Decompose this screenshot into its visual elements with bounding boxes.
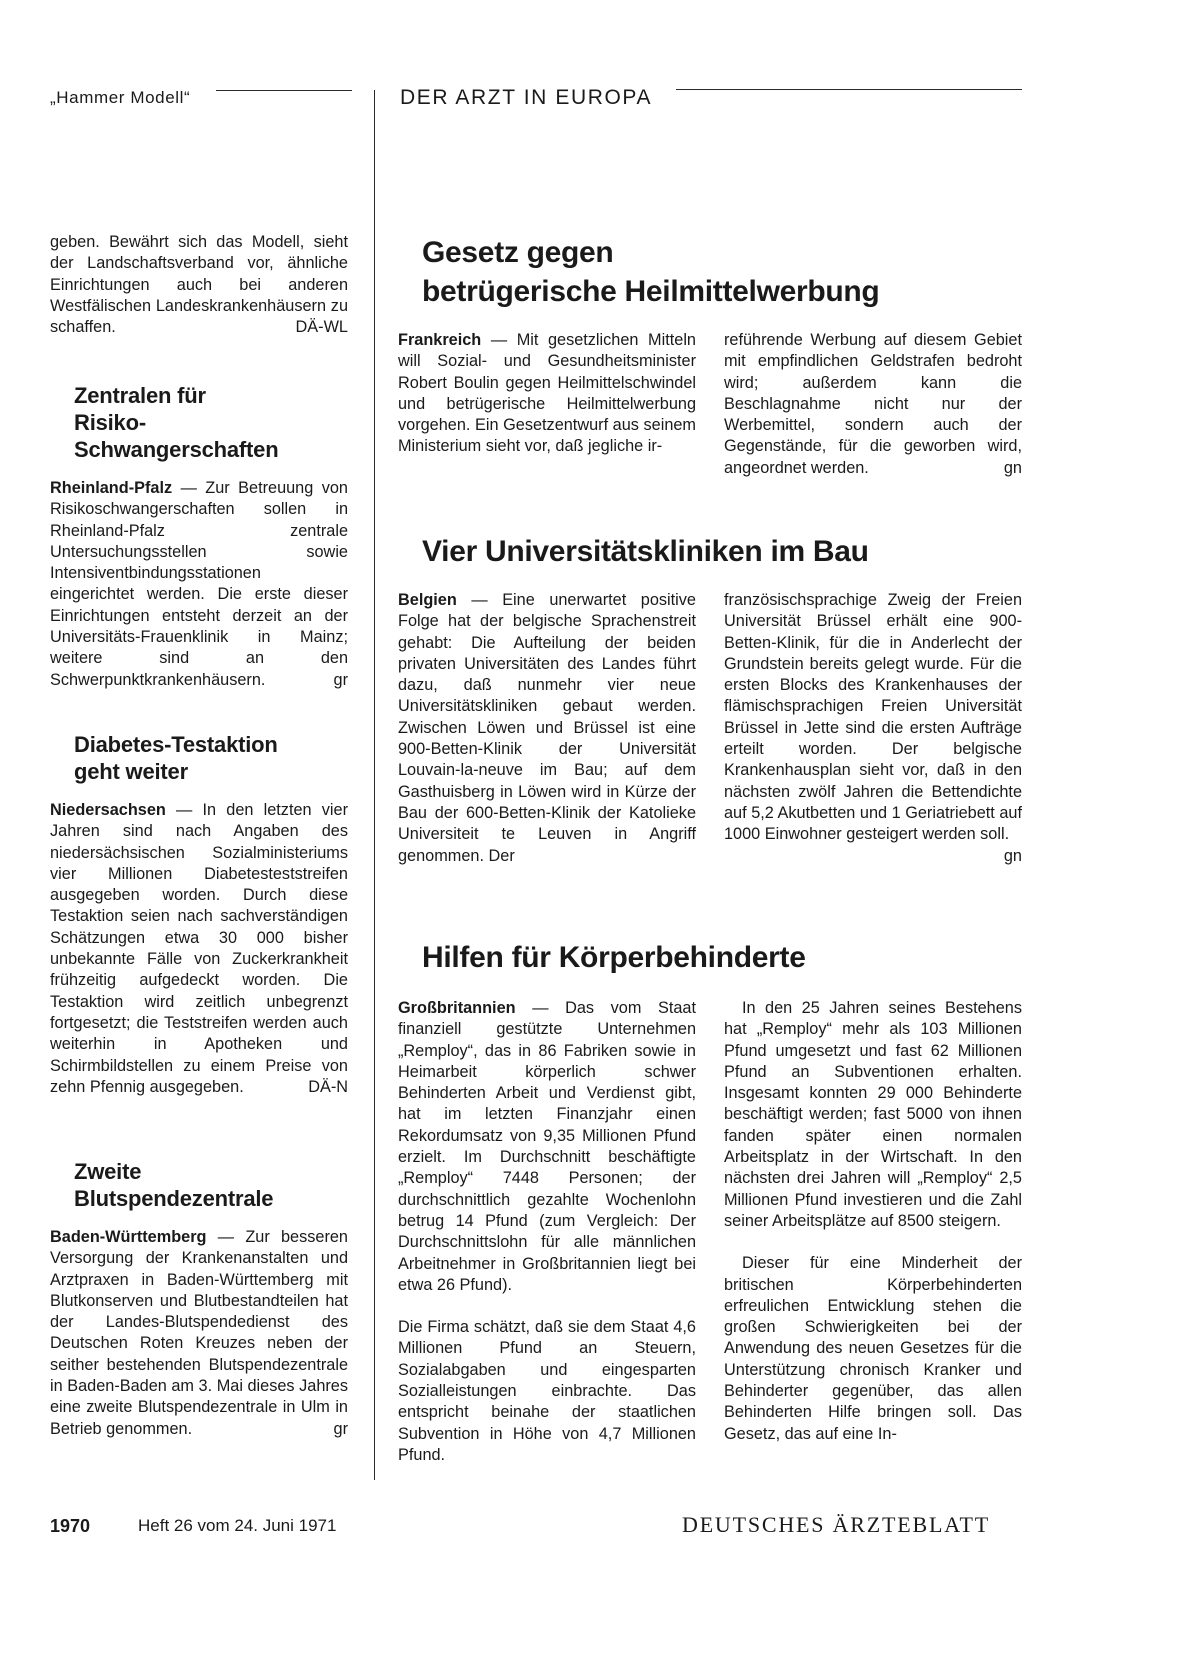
article-body-grossbritannien-col2 xyxy=(724,998,1022,1445)
title-line: Diabetes-Testaktion xyxy=(74,732,278,757)
page-number: 1970 xyxy=(50,1516,91,1536)
signature: gn xyxy=(1003,458,1022,477)
article-text: Mit gesetzlichen Mitteln will Sozial- und Gesundheitsminister Robert Boulin gegen Heilmittelschwindel und betrügerische Heilmittelwerbung vorgehen. Ein Gesetzentwurf aus seinem Ministerium sieht vor, daß jegliche ir- xyxy=(398,331,696,456)
title-line: Hilfen für Körperbehinderte xyxy=(422,941,806,974)
title-line: Blutspendezentrale xyxy=(74,1186,274,1211)
location-label: Baden-Württemberg xyxy=(50,1228,207,1246)
location-label: Belgien xyxy=(398,591,457,609)
location-label: Großbritannien xyxy=(398,999,516,1017)
article-body-frankreich-col1: Frankreich — Mit gesetzlichen Mitteln will Sozial- und Gesundheitsminister Robert Boulin gegen Heilmittelschwindel und betrügerische Heilmittelwerbung vorgehen. Ein Gesetzentwurf aus seinem Ministerium sieht vor, daß jegliche ir- xyxy=(398,331,696,456)
signature: DÄ-WL xyxy=(295,318,348,337)
location-label: Frankreich xyxy=(398,331,482,349)
article-paragraph: Die Firma schätzt, daß sie dem Staat 4,6 Millionen Pfund an Steuern, Sozialabgaben und eingesparten Sozialleistungen einbrachte. Das entspricht beinahe der staatlichen Subvention in Höhe von 4,7 Millionen Pfund. xyxy=(398,1318,696,1464)
title-line: Schwangerschaften xyxy=(74,437,279,462)
article-text: reführende Werbung auf diesem Gebiet mit empfindlichen Geldstrafen bedroht wird; außerdem kann die Beschlagnahme nicht nur der Werbemittel, sondern auch der Gegenstände, für die geworben wird, angeordnet werden. xyxy=(724,331,1022,477)
signature: DÄ-N xyxy=(308,1077,348,1096)
signature: gn xyxy=(1003,846,1022,865)
location-label: Niedersachsen xyxy=(50,801,166,819)
article-body-grossbritannien-col1: Großbritannien — Das vom Staat finanziell gestützte Unternehmen „Remploy“, das in 86 Fabriken sowie in Heimarbeit körperlich schwer Behinderten Arbeit und Verdienst gibt, hat im letzten Finanzjahr einen Rekordumsatz von 9,35 Millionen Pfund erzielt. Im Durchschnitt beschäftigte „Remploy“ 7448 Personen; der durchschnittlich gezahlte Wochenlohn betrug 14 Pfund (zum Vergleich: Der Durchschnittslohn für alle männlichen Arbeitnehmer in Großbritannien liegt bei etwa 26 Pfund). Die Firma schätzt, daß sie dem Staat 4,6 Millionen Pfund an Steuern, Sozialabgaben und eingesparten Sozialleistungen einbrachte. Das entspricht beinahe der staatlichen Subvention in Höhe von 4,7 Millionen Pfund. xyxy=(398,998,696,1466)
article-body-frankreich-col2 xyxy=(724,330,1022,479)
section-title: DER ARZT IN EUROPA xyxy=(400,86,653,109)
continuation-text: geben. Bewährt sich das Modell, sieht der Landschaftsverband vor, ähnliche Einrichtungen auch bei anderen Westfälischen Landeskrankenhäusern zu schaffen. xyxy=(50,233,348,337)
signature: gr xyxy=(333,1419,348,1438)
article-paragraph: Dieser für eine Minderheit der britischen Körperbehinderten erfreulichen Entwicklung stehen die großen Schwierigkeiten bei der Anwendung des neuen Gesetzes für die Unterstützung chronisch Kranker und Behinderter gegenüber, das allen Behinderten Hilfe bringen soll. Das Gesetz, das auf eine In- xyxy=(724,1254,1022,1443)
title-line: Zweite xyxy=(74,1159,142,1184)
article-text: In den letzten vier Jahren sind nach Angaben des niedersächsischen Sozialministeriums vier Millionen Diabetesteststreifen ausgegeben worden. Durch diese Testaktion seien nach sachverständigen Schätzungen etwa 30 000 bisher unbekannte Fälle von Zuckerkrankheit frühzeitig aufgedeckt worden. Die Testaktion wird zeitlich unbegrenzt fortgesetzt; die Teststreifen werden auch weiterhin in Apotheken und Schirmbildstellen zu einem Preise von zehn Pfennig ausgegeben. xyxy=(50,801,348,1096)
running-head-left: „Hammer Modell“ xyxy=(50,88,191,107)
article-body-diabetes: Niedersachsen — In den letzten vier Jahren sind nach Angaben des niedersächsischen Sozialministeriums vier Millionen Diabetesteststreifen ausgegeben worden. Durch diese Testaktion seien nach sachverständigen Schätzungen etwa 30 000 bisher unbekannte Fälle von Zuckerkrankheit frühzeitig aufgedeckt worden. Die Testaktion wird zeitlich unbegrenzt fortgesetzt; die Teststreifen werden auch weiterhin in Apotheken und Schirmbildstellen zu einem Preise von zehn Pfennig ausgegeben. DÄ-N xyxy=(50,800,348,1098)
article-text: Zur Betreuung von Risikoschwangerschaften sollen in Rheinland-Pfalz zentrale Untersuchungsstellen sowie Intensiventbindungsstationen eingerichtet werden. Die erste dieser Einrichtungen entsteht derzeit an der Universitäts-Frauenklinik in Mainz; weitere sind an den Schwerpunktkrankenhäusern. xyxy=(50,479,348,689)
article-body-risiko: Rheinland-Pfalz — Zur Betreuung von Risikoschwangerschaften sollen in Rheinland-Pfalz zentrale Untersuchungsstellen sowie Intensiventbindungsstationen eingerichtet werden. Die erste dieser Einrichtungen entsteht derzeit an der Universitäts-Frauenklinik in Mainz; weitere sind an den Schwerpunktkrankenhäusern. gr xyxy=(50,478,348,691)
article-text: französischsprachige Zweig der Freien Universität Brüssel erhält eine 900-Betten-Klinik, für die in Anderlecht der Grundstein bereits gelegt wurde. Für die ersten Blocks des Krankenhauses der flämischsprachigen Freien Universität Brüssel in Jette sind die ersten Aufträge erteilt worden. Der belgische Krankenhausplan sieht vor, daß in den nächsten zwölf Jahren die Bettendichte auf 5,2 Akutbetten und 1 Geriatriebett auf 1000 Einwohner gesteigert werden soll. xyxy=(724,591,1022,844)
title-line: geht weiter xyxy=(74,759,188,784)
location-label: Rheinland-Pfalz xyxy=(50,479,173,497)
article-title-risiko xyxy=(74,382,278,463)
title-line: Vier Universitätskliniken im Bau xyxy=(422,535,869,568)
article-text: Zur besseren Versorgung der Krankenanstalten und Arztpraxen in Baden-Württemberg mit Blutkonserven und Blutbestandteilen hat der Landes-Blutspendedienst des Deutschen Roten Kreuzes neben der seither bestehenden Blutspendezentrale in Baden-Baden am 3. Mai dieses Jahres eine zweite Blutspendezentrale in Ulm in Betrieb genommen. xyxy=(50,1228,348,1438)
article-title-heilmittelwerbung xyxy=(422,233,879,311)
header-rule-left xyxy=(216,90,352,91)
article-title-universitaetskliniken xyxy=(422,532,869,571)
article-text: Eine unerwartet positive Folge hat der belgische Sprachenstreit gehabt: Die Aufteilung der beiden privaten Universitäten des Landes führt dazu, daß nunmehr vier neue Universitätskliniken gebaut werden. Zwischen Löwen und Brüssel ist eine 900-Betten-Klinik der Universität Louvain-la-neuve im Bau; auf dem Gasthuisberg in Löwen wird in Kürze der Bau der 600-Betten-Klinik der Katolieke Universiteit te Leuven in Angriff genommen. Der xyxy=(398,591,696,865)
title-line: Risiko- xyxy=(74,410,146,435)
article-body-belgien-col2 xyxy=(724,590,1022,867)
article-title-blutspende xyxy=(74,1158,273,1212)
journal-masthead: DEUTSCHES ÄRZTEBLATT xyxy=(682,1512,990,1537)
left-continuation xyxy=(50,232,348,338)
article-body-blutspende: Baden-Württemberg — Zur besseren Versorgung der Krankenanstalten und Arztpraxen in Baden-Württemberg mit Blutkonserven und Blutbestandteilen hat der Landes-Blutspendedienst des Deutschen Roten Kreuzes neben der seither bestehenden Blutspendezentrale in Baden-Baden am 3. Mai dieses Jahres eine zweite Blutspendezentrale in Ulm in Betrieb genommen. gr xyxy=(50,1227,348,1440)
article-text: Das vom Staat finanziell gestützte Unternehmen „Remploy“, das in 86 Fabriken sowie in Heimarbeit körperlich schwer Behinderten Arbeit und Verdienst gibt, hat im letzten Finanzjahr einen Rekordumsatz von 9,35 Millionen Pfund erzielt. Im Durchschnitt beschäftigte „Remploy“ 7448 Personen; der durchschnittlich gezahlte Wochenlohn betrug 14 Pfund (zum Vergleich: Der Durchschnittslohn für alle männlichen Arbeitnehmer in Großbritannien liegt bei etwa 26 Pfund). xyxy=(398,999,696,1294)
article-body-belgien-col1: Belgien — Eine unerwartet positive Folge hat der belgische Sprachenstreit gehabt: Die Aufteilung der beiden privaten Universitäten des Landes führt dazu, daß nunmehr vier neue Universitätskliniken gebaut werden. Zwischen Löwen und Brüssel ist eine 900-Betten-Klinik der Universität Louvain-la-neuve im Bau; auf dem Gasthuisberg in Löwen wird in Kürze der Bau der 600-Betten-Klinik der Katolieke Universiteit te Leuven in Angriff genommen. Der xyxy=(398,591,696,865)
signature: gr xyxy=(333,670,348,689)
title-line: Gesetz gegen xyxy=(422,236,614,269)
column-divider xyxy=(374,90,375,1480)
header-rule-right xyxy=(676,89,1022,90)
issue-info: Heft 26 vom 24. Juni 1971 xyxy=(138,1516,337,1535)
article-title-diabetes xyxy=(74,731,278,785)
title-line: Zentralen für xyxy=(74,383,206,408)
article-title-koerperbehinderte xyxy=(422,938,806,977)
title-line: betrügerische Heilmittelwerbung xyxy=(422,275,880,308)
article-paragraph: In den 25 Jahren seines Bestehens hat „Remploy“ mehr als 103 Millionen Pfund umgesetzt und fast 62 Millionen Pfund an Subventionen erhalten. Insgesamt konnten 29 000 Behinderte beschäftigt werden; fast 5000 von ihnen fanden später einen normalen Arbeitsplatz in der Wirtschaft. In den nächsten drei Jahren will „Remploy“ 2,5 Millionen Pfund investieren und die Zahl seiner Arbeitsplätze auf 8500 steigern. xyxy=(724,999,1022,1230)
